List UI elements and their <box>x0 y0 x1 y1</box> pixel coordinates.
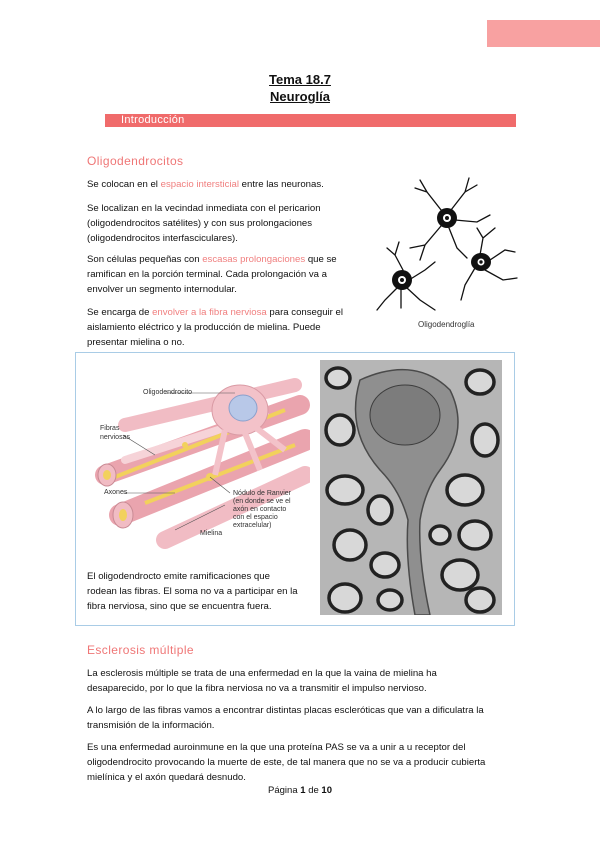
footer-of: de <box>308 785 319 796</box>
paragraph-prolongaciones <box>87 252 337 297</box>
text: Se colocan en el <box>87 179 161 190</box>
section-band-introduccion: Introducción <box>105 114 516 127</box>
label-line: Nódulo de Ranvier <box>233 490 291 497</box>
heading-oligodendrocitos: Oligodendrocitos <box>87 154 184 168</box>
line: oligodendrocito provocando la muerte de este, de tal manera que no se va a producir cubierta <box>87 757 486 768</box>
highlight-espacio: espacio intersticial <box>160 179 239 190</box>
page-title: Neuroglía <box>270 89 330 104</box>
highlight-escasas: escasas prolongaciones <box>202 254 306 265</box>
text: Son células pequeñas con <box>87 254 203 265</box>
line: El oligodendrocto emite ramificaciones que <box>87 571 270 582</box>
label-line: (en donde se ve el <box>233 498 291 505</box>
line: envolver un segmento internodular. <box>87 284 237 295</box>
tema-number: Tema 18.7 <box>269 72 331 87</box>
paragraph-localizacion <box>87 201 321 246</box>
diagram-caption <box>87 569 298 614</box>
paragraph-esclerosis-placas <box>87 703 484 733</box>
paragraph-funcion <box>87 305 343 350</box>
line: fibra nerviosa, sino que se encuentra fuera. <box>87 601 272 612</box>
line: desaparecido, por lo que la fibra nerviosa no va a transmitir el impulso nervioso. <box>87 683 427 694</box>
label-axones: Axones <box>104 489 128 496</box>
paragraph-esclerosis-autoinmune <box>87 740 485 785</box>
label-oligodendrocito: Oligodendrocito <box>143 389 193 396</box>
footer-label: Página <box>268 785 298 796</box>
paragraph-ubicacion <box>87 177 324 192</box>
line: aislamiento eléctrico y la producción de mielina. Puede <box>87 322 321 333</box>
text: que se <box>305 254 337 265</box>
paragraph-esclerosis-def <box>87 666 437 696</box>
page-footer <box>0 785 600 796</box>
line: mielínica y el axón quedará desnudo. <box>87 772 246 783</box>
oligodendroglia-illustration <box>365 170 525 345</box>
line: (oligodendrocitos interfasciculares). <box>87 233 238 244</box>
line: presentar mielina o no. <box>87 337 185 348</box>
line: Se localizan en la vecindad inmediata con el pericarion <box>87 203 321 214</box>
line: ramifican en la porción terminal. Cada prolongación va a <box>87 269 327 280</box>
text: para conseguir el <box>266 307 343 318</box>
line: Es una enfermedad auroinmune en la que una proteína PAS se va a unir a u receptor del <box>87 742 466 753</box>
line: rodean las fibras. El soma no va a participar en la <box>87 586 298 597</box>
line: transmisión de la información. <box>87 720 215 731</box>
highlight-envolver: envolver a la fibra nerviosa <box>152 307 267 318</box>
page-total: 10 <box>321 785 332 796</box>
line: (oligodendrocitos satélites) y con sus prolongaciones <box>87 218 313 229</box>
label-line: con el espacio <box>233 514 278 521</box>
text: Se encarga de <box>87 307 153 318</box>
label-fibras: Fibras <box>100 425 120 432</box>
header-tab-decoration <box>487 20 600 47</box>
label-line: extracelular) <box>233 522 272 529</box>
heading-esclerosis: Esclerosis múltiple <box>87 643 194 657</box>
label-mielina: Mielina <box>200 530 223 537</box>
figure-caption-oligodendroglia: Oligodendroglía <box>418 320 475 329</box>
text: entre las neuronas. <box>239 179 324 190</box>
line: A lo largo de las fibras vamos a encontrar distintas placas escleróticas que van a dificulatra la <box>87 705 484 716</box>
label-line: axón en contacto <box>233 506 287 513</box>
electron-micrograph <box>320 360 502 615</box>
page-current: 1 <box>300 785 306 796</box>
label-ranvier <box>233 490 291 530</box>
line: La esclerosis múltiple se trata de una enfermedad en la que la vaina de mielina ha <box>87 668 437 679</box>
myelin-diagram <box>85 365 310 560</box>
label-nerviosas: nerviosas <box>100 434 130 441</box>
